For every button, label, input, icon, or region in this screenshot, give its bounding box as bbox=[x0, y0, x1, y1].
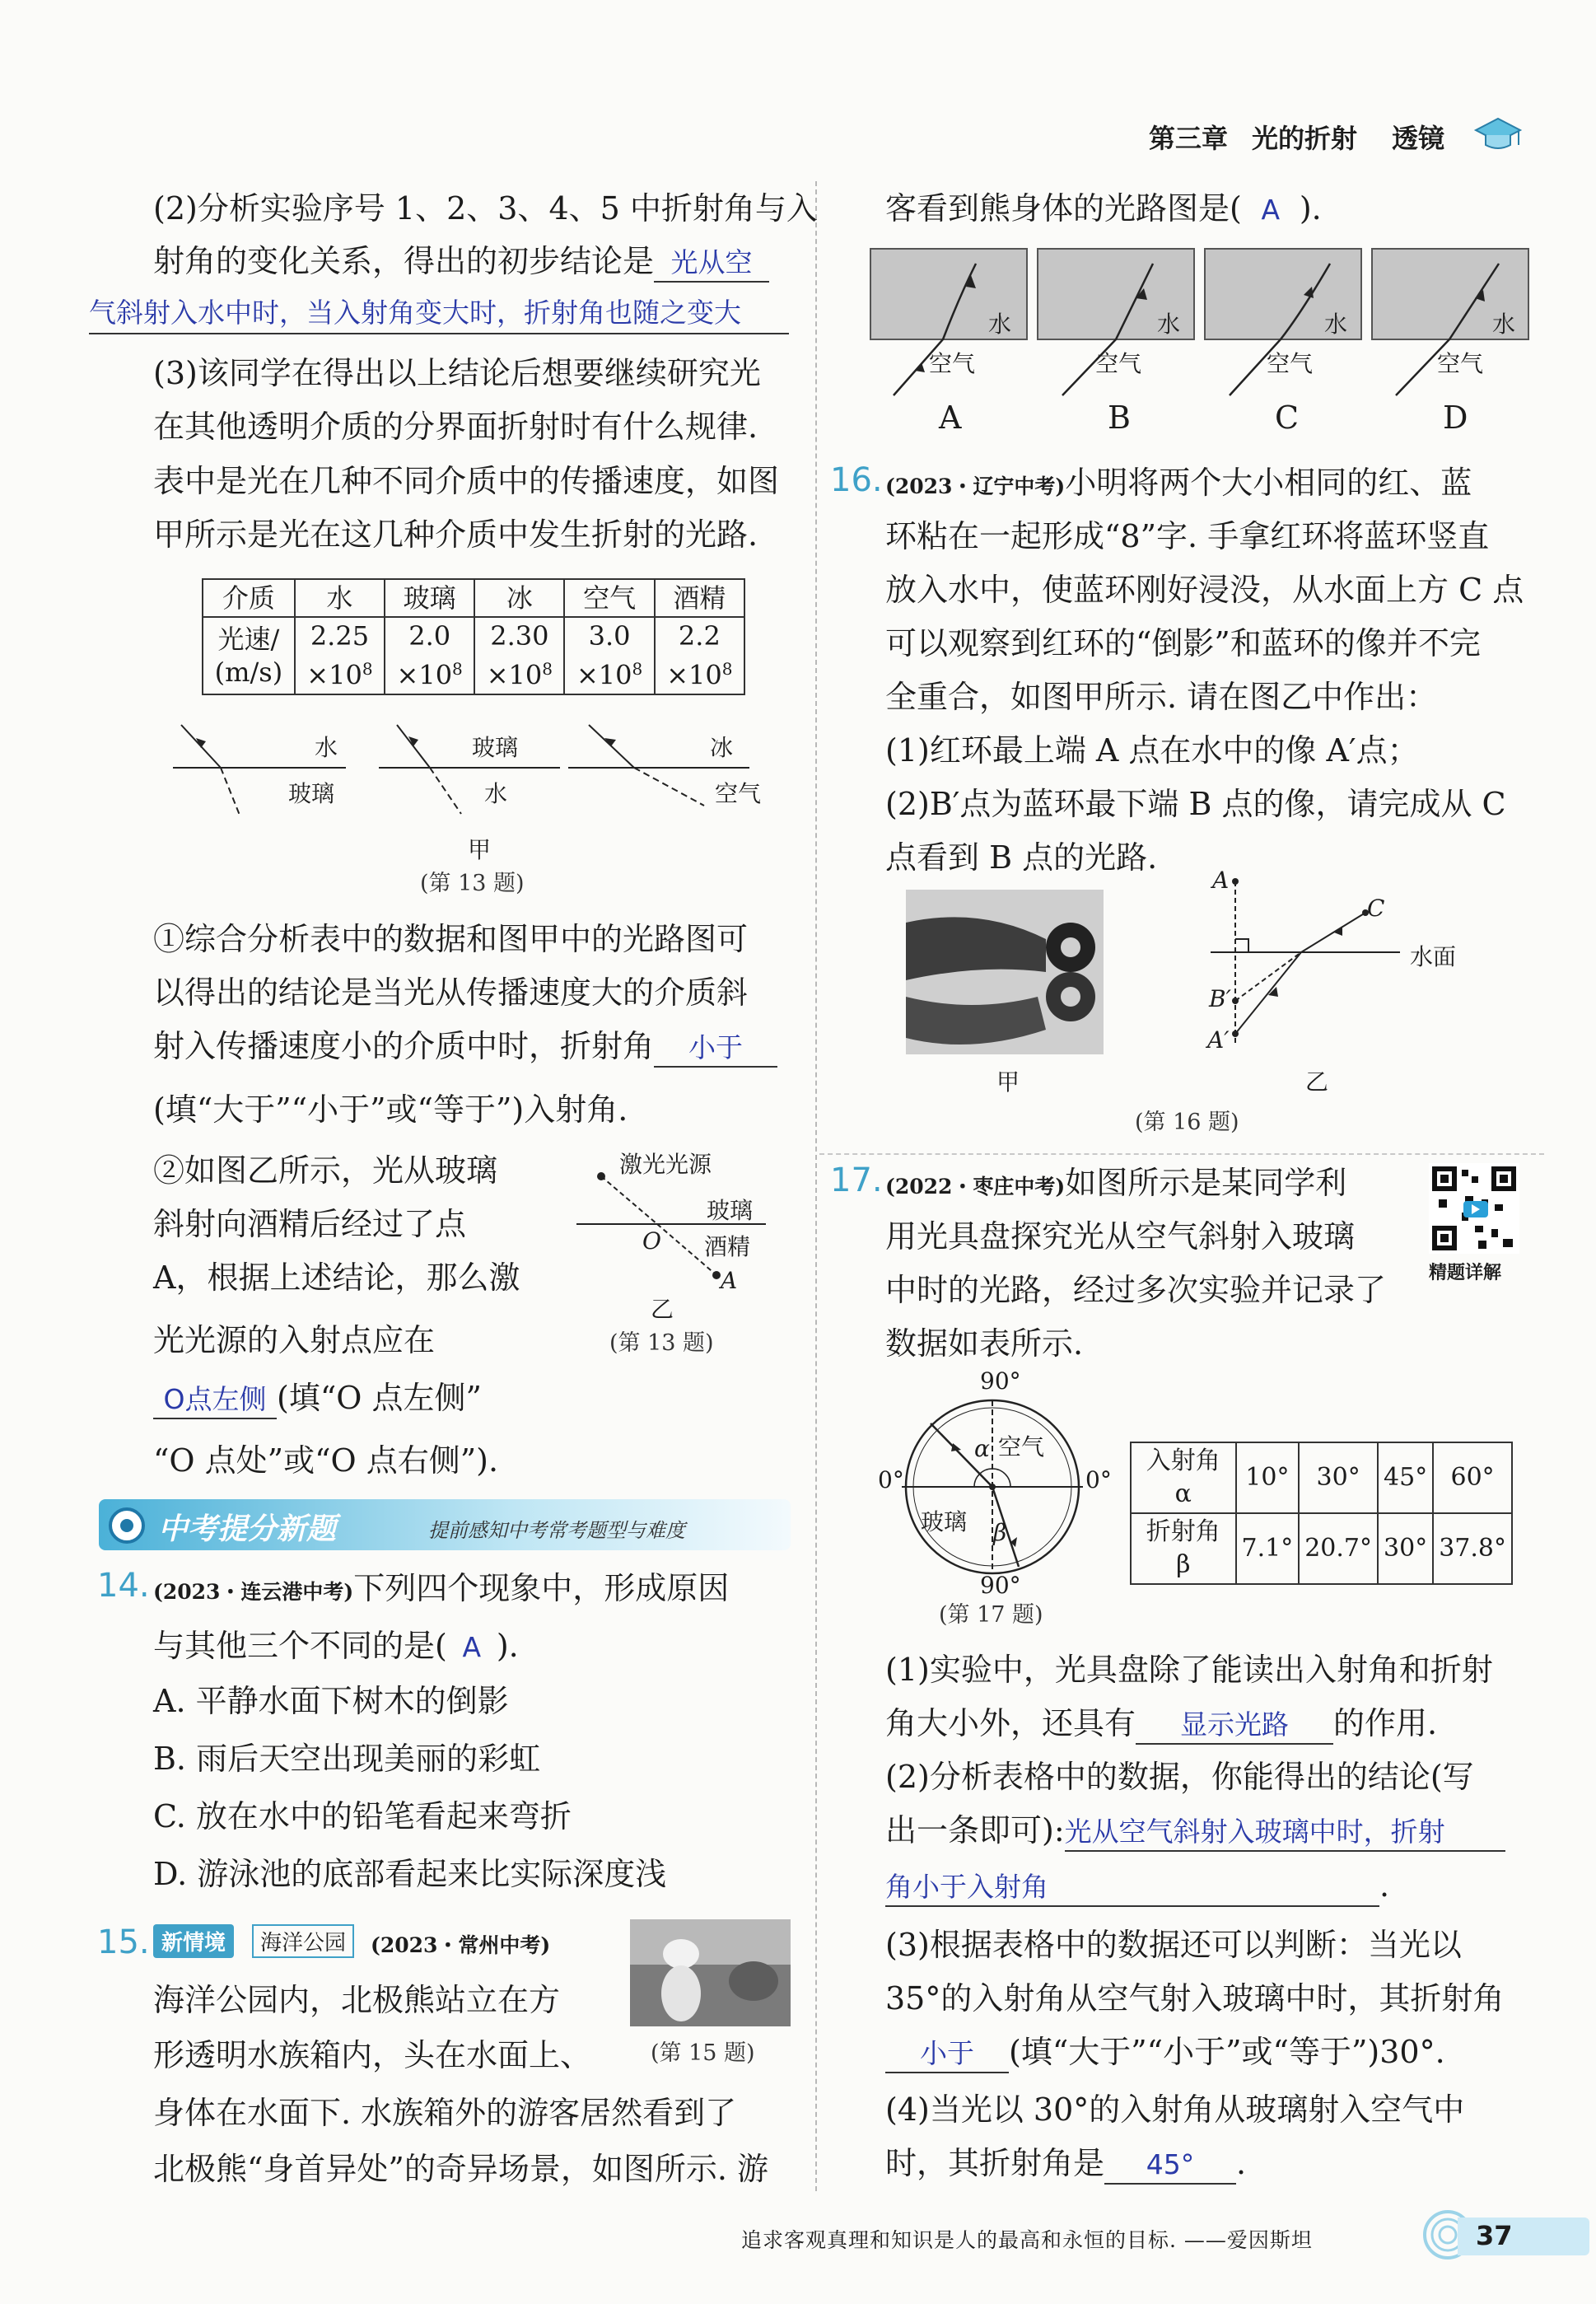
table-cell: 7.1° bbox=[1236, 1513, 1300, 1584]
table-cell: 3.0 $\times 10^8$ bbox=[564, 617, 654, 694]
q16-caption: (第 16 题) bbox=[1135, 1110, 1239, 1135]
q13-c1-line1: ①综合分析表中的数据和图甲中的光路图可 bbox=[153, 921, 749, 957]
q16-line2: 环粘在一起形成“8”字. 手拿红环将蓝环竖直 bbox=[885, 518, 1490, 554]
q16-line4: 可以观察到红环的“倒影”和蓝环的像并不完 bbox=[885, 625, 1481, 661]
q16-photo-jia bbox=[906, 890, 1104, 1054]
q17-caption: (第 17 题) bbox=[939, 1602, 1043, 1628]
q16-water-surface: 水面 bbox=[1410, 943, 1457, 970]
polar-bear-photo bbox=[630, 1919, 791, 2026]
q16-line8: 点看到 B 点的光路. bbox=[885, 839, 1158, 876]
q13-c2-line6: “O 点处”或“O 点右侧”). bbox=[153, 1442, 499, 1479]
q13-c2-line2: 斜射向酒精后经过了点 bbox=[153, 1206, 467, 1242]
table-row bbox=[1131, 1513, 1512, 1584]
q15-water-b: 水 bbox=[1157, 311, 1181, 338]
q15-air-b: 空气 bbox=[1095, 350, 1142, 377]
table-cell: 介质 bbox=[203, 579, 295, 617]
q17-angle-table bbox=[1130, 1442, 1513, 1585]
q13-c2-answer[interactable]: O点左侧 bbox=[153, 1381, 277, 1419]
speed-table bbox=[202, 578, 745, 695]
q17-p3-answer[interactable]: 小于 bbox=[885, 2035, 1009, 2073]
q17-p2-answer-b[interactable]: 角小于入射角 bbox=[885, 1869, 1379, 1907]
fig-yi-a: A bbox=[721, 1267, 738, 1294]
q17-p3-line1: (3)根据表格中的数据还可以判断：当光以 bbox=[885, 1927, 1462, 1963]
q13-2-answer-a[interactable]: 光从空 bbox=[654, 245, 769, 283]
q17-p1-line2: 角大小外，还具有 显示光路 的作用. bbox=[885, 1703, 1437, 1745]
q17-p2-line2: 出一条即可):光从空气斜射入玻璃中时，折射 bbox=[885, 1810, 1505, 1852]
table-cell: 30° bbox=[1299, 1442, 1378, 1513]
fig-jia-label: 玻璃 bbox=[288, 780, 335, 807]
q13-c2-line3: A，根据上述结论，那么激 bbox=[153, 1259, 520, 1296]
q13-c1-line3: 射入传播速度小的介质中时，折射角 小于 bbox=[153, 1026, 777, 1068]
q15-line1: 海洋公园内，北极熊站立在方 bbox=[153, 1982, 561, 2018]
table-cell: 20.7° bbox=[1299, 1513, 1378, 1584]
fig-jia-name: 甲 bbox=[468, 836, 492, 863]
q15-line4: 北极熊“身首异处”的奇异场景，如图所示. 游 bbox=[153, 2151, 769, 2187]
disk-alpha: α bbox=[974, 1435, 990, 1462]
q16-label-a: A bbox=[1212, 867, 1230, 894]
table-cell: 2.25 $\times 10^8$ bbox=[295, 617, 385, 694]
disk-beta: β bbox=[993, 1519, 1007, 1546]
chapter-title-1: 光的折射 bbox=[1252, 123, 1358, 154]
q13-2-answer-b[interactable]: 气斜射入水中时，当入射角变大时，折射角也随之变大 bbox=[89, 293, 789, 334]
q15-caption: (第 15 题) bbox=[651, 2040, 755, 2066]
fig-yi-name: 乙 bbox=[651, 1296, 674, 1323]
q15-label-c[interactable]: C bbox=[1275, 400, 1300, 436]
table-cell: 37.8° bbox=[1433, 1513, 1512, 1584]
q14-option-d[interactable]: D. 游泳池的底部看起来比实际深度浅 bbox=[153, 1856, 667, 1892]
fig-13-caption: (第 13 题) bbox=[420, 871, 525, 896]
q16-fig-yi-label: 乙 bbox=[1305, 1068, 1329, 1096]
q15-water-a: 水 bbox=[988, 311, 1012, 338]
table-row bbox=[1131, 1442, 1512, 1513]
q15-air-a: 空气 bbox=[929, 350, 976, 377]
q17-number: 17. bbox=[830, 1161, 883, 1199]
table-cell: 30° bbox=[1378, 1513, 1433, 1584]
q16-line6: (1)红环最上端 A 点在水中的像 A′点； bbox=[885, 732, 1419, 769]
q17-line4: 数据如表所示. bbox=[885, 1325, 1084, 1362]
table-cell: 45° bbox=[1378, 1442, 1433, 1513]
q16-line1: (2023・辽宁中考)小明将两个大小相同的红、蓝 bbox=[885, 465, 1472, 501]
q15-air-c: 空气 bbox=[1267, 350, 1314, 377]
table-row bbox=[203, 617, 744, 694]
q16-line7: (2)B′点为蓝环最下端 B 点的像，请完成从 C bbox=[885, 786, 1506, 822]
table-cell: 入射角 α bbox=[1131, 1442, 1236, 1513]
footer-quote: 追求客观真理和知识是人的最高和永恒的目标. ——爱因斯坦 bbox=[741, 2228, 1313, 2252]
q17-p3-line2: 35°的入射角从空气射入玻璃中时，其折射角 bbox=[885, 1980, 1505, 2017]
fig-jia-label: 玻璃 bbox=[472, 734, 519, 761]
table-cell: 玻璃 bbox=[385, 579, 474, 617]
q17-p2-line1: (2)分析表格中的数据，你能得出的结论(写 bbox=[885, 1759, 1474, 1795]
q17-p1-answer[interactable]: 显示光路 bbox=[1136, 1707, 1333, 1745]
fig-jia-label: 空气 bbox=[715, 780, 762, 807]
q17-line2: 用光具盘探究光从空气斜射入玻璃 bbox=[885, 1218, 1356, 1255]
q17-p2-line3: 角小于入射角 . bbox=[885, 1865, 1389, 1907]
q15-tag-scene: 海洋公园 bbox=[252, 1924, 354, 1958]
q13-2-line2: 射角的变化关系，得出的初步结论是 光从空 bbox=[153, 241, 769, 283]
q13-c1-line2: 以得出的结论是当光从传播速度大的介质斜 bbox=[153, 974, 749, 1011]
fig-jia-label: 水 bbox=[315, 734, 338, 761]
table-cell: 2.0 $\times 10^8$ bbox=[385, 617, 474, 694]
q14-option-c[interactable]: C. 放在水中的铅笔看起来弯折 bbox=[153, 1798, 572, 1834]
q17-p2-answer-a[interactable]: 光从空气斜射入玻璃中时，折射 bbox=[1065, 1814, 1505, 1852]
q15-source: (2023・常州中考) bbox=[371, 1933, 551, 1957]
q13-c2-line4: 光光源的入射点应在 bbox=[153, 1322, 436, 1358]
q16-line5: 全重合，如图甲所示. 请在图乙中作出： bbox=[885, 679, 1438, 715]
table-cell: 2.30 $\times 10^8$ bbox=[474, 617, 564, 694]
q15-water-d: 水 bbox=[1492, 311, 1516, 338]
table-cell: 折射角 β bbox=[1131, 1513, 1236, 1584]
q16-fig-jia-label: 甲 bbox=[996, 1068, 1020, 1096]
disk-90-top: 90° bbox=[980, 1367, 1021, 1395]
q17-line3: 中时的光路，经过多次实验并记录了 bbox=[885, 1272, 1387, 1308]
q15-water-c: 水 bbox=[1324, 311, 1348, 338]
table-cell: 2.2 $\times 10^8$ bbox=[655, 617, 744, 694]
q14-answer[interactable]: A bbox=[462, 1631, 482, 1663]
q15-options-figure bbox=[869, 247, 1544, 404]
q17-p4-line1: (4)当光以 30°的入射角从玻璃射入空气中 bbox=[885, 2091, 1465, 2128]
q13-c1-line4: (填“大于”“小于”或“等于”)入射角. bbox=[153, 1091, 628, 1128]
page-number: 37 bbox=[1476, 2220, 1513, 2251]
fig-13-caption-yi: (第 13 题) bbox=[609, 1330, 714, 1356]
banner-title: 中考提分新题 bbox=[158, 1512, 337, 1546]
qr-label: 精题详解 bbox=[1429, 1263, 1502, 1283]
fig-jia-label: 水 bbox=[484, 780, 508, 807]
q17-p3-line3: 小于 (填“大于”“小于”或“等于”)30°. bbox=[885, 2031, 1445, 2073]
q16-label-bprime: B′ bbox=[1209, 985, 1231, 1012]
table-cell: 水 bbox=[295, 579, 385, 617]
q13-3-line4: 甲所示是光在这几种介质中发生折射的光路. bbox=[153, 516, 758, 553]
chapter-label: 第三章 bbox=[1149, 123, 1229, 154]
q17-optical-disk bbox=[885, 1384, 1108, 1590]
q13-c2-line1: ②如图乙所示，光从玻璃 bbox=[153, 1152, 498, 1189]
divider bbox=[819, 1153, 1544, 1155]
q13-c2-line5: O点左侧 (填“O 点左侧” bbox=[153, 1377, 482, 1419]
disk-glass: 玻璃 bbox=[921, 1508, 968, 1535]
table-cell: 10° bbox=[1236, 1442, 1300, 1513]
banner-subtitle: 提前感知中考常考题型与难度 bbox=[428, 1519, 685, 1542]
fig-yi-alcohol: 酒精 bbox=[704, 1233, 751, 1260]
q14-option-a[interactable]: A. 平静水面下树木的倒影 bbox=[153, 1683, 509, 1719]
chapter-title-2: 透镜 bbox=[1392, 123, 1445, 154]
q15-line3: 身体在水面下. 水族箱外的游客居然看到了 bbox=[153, 2095, 737, 2131]
fig-yi-source: 激光光源 bbox=[619, 1151, 712, 1178]
q13-c1-answer[interactable]: 小于 bbox=[654, 1030, 777, 1068]
disk-0-right: 0° bbox=[1085, 1466, 1112, 1493]
q14-line2: 与其他三个不同的是( A ). bbox=[153, 1625, 519, 1668]
q16-label-c: C bbox=[1367, 895, 1385, 922]
q15-answer[interactable]: A bbox=[1261, 194, 1281, 226]
q16-label-aprime: A′ bbox=[1207, 1026, 1230, 1054]
q16-line3: 放入水中，使蓝环刚好浸没，从水面上方 C 点 bbox=[885, 572, 1524, 608]
q15-label-b[interactable]: B bbox=[1108, 400, 1131, 436]
q14-stem: (2023・连云港中考)下列四个现象中，形成原因 bbox=[153, 1570, 730, 1606]
q15-air-d: 空气 bbox=[1437, 350, 1484, 377]
q13-3-line1: (3)该同学在得出以上结论后想要继续研究光 bbox=[153, 355, 761, 391]
q15-number: 15. bbox=[97, 1923, 150, 1961]
table-cell: 冰 bbox=[474, 579, 564, 617]
column-divider bbox=[815, 181, 817, 2191]
table-cell: 酒精 bbox=[655, 579, 744, 617]
fig-jia-label: 冰 bbox=[710, 734, 734, 761]
target-icon bbox=[105, 1504, 148, 1547]
q16-number: 16. bbox=[830, 461, 883, 499]
q17-line1: (2022・枣庄中考)如图所示是某同学利 bbox=[885, 1165, 1347, 1201]
table-cell: 光速/ (m/s) bbox=[203, 617, 295, 694]
q17-p4-line2: 时，其折射角是 45° . bbox=[885, 2143, 1246, 2185]
disk-air: 空气 bbox=[998, 1433, 1045, 1460]
table-cell: 空气 bbox=[564, 579, 654, 617]
q15-line2: 形透明水族箱内，头在水面上、 bbox=[153, 2037, 592, 2073]
graduation-cap-icon bbox=[1472, 114, 1524, 153]
q14-option-b[interactable]: B. 雨后天空出现美丽的彩虹 bbox=[153, 1741, 541, 1777]
fig-yi-o: O bbox=[642, 1227, 661, 1255]
table-row bbox=[203, 579, 744, 617]
q17-p4-answer[interactable]: 45° bbox=[1104, 2147, 1236, 2185]
q17-p1-line1: (1)实验中，光具盘除了能读出入射角和折射 bbox=[885, 1652, 1493, 1688]
qr-code-icon[interactable] bbox=[1429, 1163, 1519, 1254]
q15-label-a[interactable]: A bbox=[939, 400, 962, 436]
table-cell: 60° bbox=[1433, 1442, 1512, 1513]
q15-tag-new: 新情境 bbox=[153, 1924, 234, 1958]
q13-3-line3: 表中是光在几种不同介质中的传播速度，如图 bbox=[153, 463, 780, 499]
q15-cont: 客看到熊身体的光路图是( A ). bbox=[885, 188, 1322, 231]
disk-90-bottom: 90° bbox=[980, 1572, 1021, 1599]
disk-0-left: 0° bbox=[878, 1466, 904, 1493]
q14-number: 14. bbox=[97, 1567, 150, 1605]
q13-3-line2: 在其他透明介质的分界面折射时有什么规律. bbox=[153, 409, 758, 445]
q13-2-line1: (2)分析实验序号 1、2、3、4、5 中折射角与入 bbox=[153, 190, 818, 227]
fig-yi-glass: 玻璃 bbox=[707, 1197, 754, 1224]
q15-label-d[interactable]: D bbox=[1443, 400, 1468, 436]
